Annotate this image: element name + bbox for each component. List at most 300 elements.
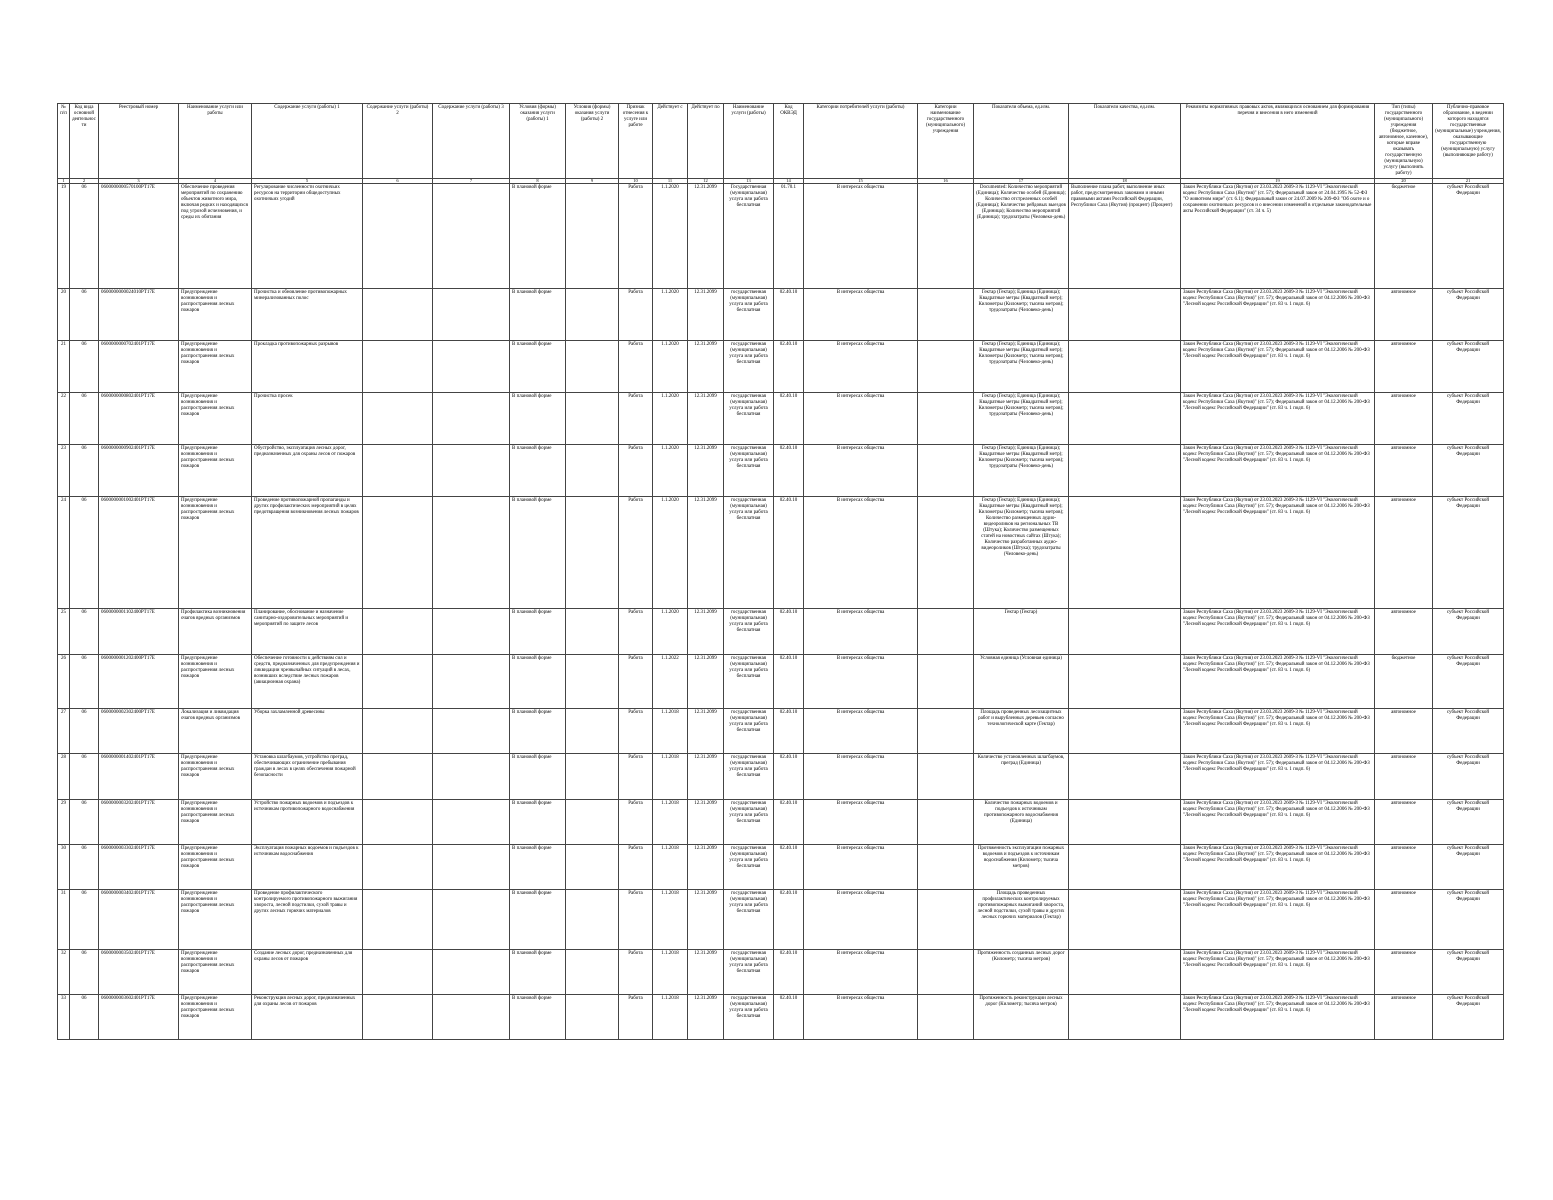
table-cell [363, 445, 433, 497]
table-cell: В интересах общества [804, 445, 918, 497]
column-header: № п/п [58, 104, 70, 179]
table-cell: 1.1.2018 [653, 995, 688, 1040]
table-cell: В интересах общества [804, 497, 918, 609]
table-cell: Выполнение плана работ, выполнение иных работ, предусмотренных законами и иными правовыми актами Российской Федерации, Республики Саха (Якутия) (процент) (Процент) [1069, 184, 1181, 289]
table-cell: Documented: Количество мероприятий (Единица); Количество особей (Единица); Количество отстреленных особей (Единица); Количество рейдовых выездов (Единица); Количество мероприятий (Единица); трудозатраты (Человеко-день) [974, 184, 1069, 289]
table-cell: Работа [619, 341, 653, 393]
column-header: Категории наименование государственного (муниципального) учреждения [918, 104, 974, 179]
table-cell: 06 [70, 754, 99, 800]
table-cell: 23 [58, 445, 70, 497]
table-cell: 02.40.10 [774, 609, 804, 655]
table-cell: 24 [58, 497, 70, 609]
table-cell: 0600000003502401РТ17Е [99, 950, 179, 995]
table-cell: Количество установленных шлагбаумов, преград (Единица) [974, 754, 1069, 800]
table-cell: В интересах общества [804, 709, 918, 754]
table-cell [1069, 800, 1181, 845]
table-cell: Проведение противопожарной пропаганды и других профилактических мероприятий в целях предотвращения возникновения лесных пожаров [252, 497, 363, 609]
table-cell: 1.1.2020 [653, 184, 688, 289]
table-cell: Гектар (Гектар); Единица (Единица); Квадратные метры (Квадратный метр); Километры (Километр; тысяча метров); трудозатраты (Человеко-день) [974, 393, 1069, 445]
column-number: 3 [99, 179, 179, 184]
table-cell: Эксплуатация пожарных водоемов и подъездов к источникам водоснабжения [252, 845, 363, 890]
table-cell: автономное [1375, 709, 1433, 754]
table-cell: 1.1.2020 [653, 393, 688, 445]
table-cell: Предупреждение возникновения и распространения лесных пожаров [179, 890, 252, 950]
table-cell [433, 184, 510, 289]
table-cell: В плановой форме [510, 184, 566, 289]
table-cell [918, 497, 974, 609]
table-cell [433, 445, 510, 497]
table-cell: 0600000000802401РТ17Е [99, 393, 179, 445]
table-cell: 12.31.2099 [688, 754, 724, 800]
table-cell: В интересах общества [804, 845, 918, 890]
table-cell [1069, 497, 1181, 609]
table-cell [433, 655, 510, 709]
table-cell: Работа [619, 890, 653, 950]
table-cell: 12.31.2099 [688, 393, 724, 445]
table-cell [433, 709, 510, 754]
table-row [58, 995, 1504, 1040]
table-cell: Прочистка просек [252, 393, 363, 445]
table-cell [363, 890, 433, 950]
table-cell: 06 [70, 497, 99, 609]
table-cell: Регулирование численности охотничьих ресурсов на территории общедоступных охотничьих угодий [252, 184, 363, 289]
table-cell: В плановой форме [510, 341, 566, 393]
table-cell [433, 754, 510, 800]
table-cell: субъект Российской Федерации [1433, 341, 1504, 393]
table-cell [433, 609, 510, 655]
table-cell: 21 [58, 341, 70, 393]
table-cell: 33 [58, 995, 70, 1040]
table-cell [1069, 609, 1181, 655]
table-cell: субъект Российской Федерации [1433, 845, 1504, 890]
table-cell: 0600000003602401РТ17Е [99, 995, 179, 1040]
table-cell [566, 890, 619, 950]
table-cell: 12.31.2099 [688, 655, 724, 709]
table-cell: Государственная (муниципальная) услуга или работа бесплатная [724, 184, 774, 289]
table-cell [918, 289, 974, 341]
column-header: Содержание услуги (работы) 1 [252, 104, 363, 179]
column-number: 6 [363, 179, 433, 184]
table-cell [363, 800, 433, 845]
table-cell [433, 800, 510, 845]
table-cell: Предупреждение возникновения и распространения лесных пожаров [179, 497, 252, 609]
table-cell: 06 [70, 950, 99, 995]
table-cell: Закон Республики Саха (Якутия) от 23.03.2023 2609-З № 1129-VI "Экологический кодекс Республики Саха (Якутия)" (ст. 57); Федеральный закон от 04.12.2006 № 200-ФЗ "Лесной кодекс Российской Федерации" (ст. 83 ч. 1 подп. 6) [1181, 445, 1375, 497]
table-cell: В плановой форме [510, 655, 566, 709]
table-cell: Предупреждение возникновения и распространения лесных пожаров [179, 754, 252, 800]
table-cell: 1.1.2018 [653, 709, 688, 754]
table-row [58, 393, 1504, 445]
table-cell: государственная (муниципальная) услуга или работа бесплатная [724, 497, 774, 609]
table-cell: 12.31.2099 [688, 289, 724, 341]
table-cell: государственная (муниципальная) услуга или работа бесплатная [724, 655, 774, 709]
table-cell: Устройство пожарных водоемов и подъездов к источникам противопожарного водоснабжения [252, 800, 363, 845]
column-number: 11 [653, 179, 688, 184]
table-cell: Работа [619, 609, 653, 655]
table-cell [363, 609, 433, 655]
table-cell: государственная (муниципальная) услуга или работа бесплатная [724, 950, 774, 995]
table-cell [363, 845, 433, 890]
table-cell: государственная (муниципальная) услуга или работа бесплатная [724, 845, 774, 890]
table-cell: 1.1.2020 [653, 445, 688, 497]
table-cell [918, 393, 974, 445]
table-cell: субъект Российской Федерации [1433, 289, 1504, 341]
table-cell: субъект Российской Федерации [1433, 754, 1504, 800]
table-cell: субъект Российской Федерации [1433, 184, 1504, 289]
table-row [58, 184, 1504, 289]
table-cell: 1.1.2020 [653, 341, 688, 393]
table-cell: государственная (муниципальная) услуга или работа бесплатная [724, 995, 774, 1040]
table-cell: 12.31.2099 [688, 800, 724, 845]
table-cell: бюджетное [1375, 184, 1433, 289]
table-cell [566, 289, 619, 341]
table-cell [363, 393, 433, 445]
table-cell: Работа [619, 655, 653, 709]
table-cell: В интересах общества [804, 609, 918, 655]
table-cell: Работа [619, 445, 653, 497]
table-cell [363, 184, 433, 289]
table-cell: 1.1.2018 [653, 950, 688, 995]
table-cell [363, 950, 433, 995]
table-cell: 02.40.10 [774, 393, 804, 445]
table-cell: 12.31.2099 [688, 995, 724, 1040]
table-cell: 1.1.2022 [653, 655, 688, 709]
table-cell: 0600000000902401РТ17Е [99, 445, 179, 497]
table-cell: 12.31.2099 [688, 709, 724, 754]
table-cell: В плановой форме [510, 890, 566, 950]
table-cell: 06 [70, 995, 99, 1040]
table-cell: Установка шлагбаумов, устройство преград, обеспечивающих ограничение пребывания граждан в лесах в целях обеспечения пожарной безопасности [252, 754, 363, 800]
table-cell: Условная единица (Условная единица) [974, 655, 1069, 709]
table-cell: Закон Республики Саха (Якутия) от 23.03.2023 2609-З № 1129-VI "Экологический кодекс Республики Саха (Якутия)" (ст. 57); Федеральный закон от 04.12.2006 № 200-ФЗ "Лесной кодекс Российской Федерации" (ст. 83 ч. 1 подп. 6) [1181, 890, 1375, 950]
table-cell: 0600000003402401РТ17Е [99, 890, 179, 950]
table-cell: Уборка захламленной древесины [252, 709, 363, 754]
table-cell: 06 [70, 890, 99, 950]
column-number: 18 [1069, 179, 1181, 184]
table-cell: Площадь проведенных лесозащитных работ и вырубленных деревьев согласно технологической карте (Гектар) [974, 709, 1069, 754]
table-cell [433, 890, 510, 950]
table-cell: государственная (муниципальная) услуга или работа бесплатная [724, 800, 774, 845]
table-cell [918, 890, 974, 950]
column-header: Показатели объема, ед.изм. [974, 104, 1069, 179]
table-cell [918, 800, 974, 845]
table-cell: 0600000001402401РТ17Е [99, 754, 179, 800]
table-cell: 02.40.10 [774, 890, 804, 950]
table-cell: 06 [70, 341, 99, 393]
table-row [58, 845, 1504, 890]
table-cell [1069, 393, 1181, 445]
table-cell: 0600000003302401РТ17Е [99, 845, 179, 890]
table-cell: 12.31.2099 [688, 445, 724, 497]
table-cell [363, 341, 433, 393]
column-number: 5 [252, 179, 363, 184]
table-row [58, 497, 1504, 609]
table-cell: В интересах общества [804, 341, 918, 393]
table-cell: 02.40.10 [774, 341, 804, 393]
table-cell: Гектар (Гектар); Единица (Единица); Квадратные метры (Квадратный метр); Километры (Километр; тысяча метров); Количество размещенных аудио-видеороликов на региональных ТВ (Штука); Количество размещенных статей на новостных сайтах (Штука); Количество разработанных аудио-видеороликов (Штука); трудозатраты (Человеко-день) [974, 497, 1069, 609]
table-cell [363, 497, 433, 609]
table-cell: Локализация и ликвидация очагов вредных организмов [179, 709, 252, 754]
table-cell: субъект Российской Федерации [1433, 950, 1504, 995]
table-cell: В интересах общества [804, 393, 918, 445]
table-cell: 12.31.2099 [688, 890, 724, 950]
table-cell: Планирование, обоснование и назначение санитарно-оздоровительных мероприятий и мероприятий по защите лесов [252, 609, 363, 655]
table-cell [566, 709, 619, 754]
column-header: Условия (формы) оказания услуги (работы) 1 [510, 104, 566, 179]
table-cell: автономное [1375, 995, 1433, 1040]
table-cell: 02.40.10 [774, 950, 804, 995]
table-cell: 1.1.2018 [653, 845, 688, 890]
table-cell: субъект Российской Федерации [1433, 995, 1504, 1040]
table-cell [433, 950, 510, 995]
table-cell: Прочистка и обновление противопожарных минерализованных полос [252, 289, 363, 341]
table-cell: государственная (муниципальная) услуга или работа бесплатная [724, 393, 774, 445]
table-cell: В плановой форме [510, 289, 566, 341]
table-cell: Закон Республики Саха (Якутия) от 23.03.2023 2609-З № 1129-VI "Экологический кодекс Республики Саха (Якутия)" (ст. 57); Федеральный закон от 04.12.2006 № 200-ФЗ "Лесной кодекс Российской Федерации" (ст. 83 ч. 1 подп. 6) [1181, 341, 1375, 393]
table-cell: Закон Республики Саха (Якутия) от 23.03.2023 2609-З № 1129-VI "Экологический кодекс Республики Саха (Якутия)" (ст. 57); Федеральный закон от 04.12.2006 № 200-ФЗ "Лесной кодекс Российской Федерации" (ст. 83 ч. 1 подп. 6) [1181, 609, 1375, 655]
table-cell: 06 [70, 184, 99, 289]
table-cell: 0600000001202400РТ17Е [99, 655, 179, 709]
table-cell: 28 [58, 754, 70, 800]
table-cell: государственная (муниципальная) услуга или работа бесплатная [724, 890, 774, 950]
table-cell: субъект Российской Федерации [1433, 655, 1504, 709]
table-cell: Закон Республики Саха (Якутия) от 23.03.2023 2609-З № 1129-VI "Экологический кодекс Республики Саха (Якутия)" (ст. 57); Федеральный закон от 04.12.2006 № 200-ФЗ "Лесной кодекс Российской Федерации" (ст. 83 ч. 1 подп. 6) [1181, 754, 1375, 800]
table-row [58, 445, 1504, 497]
table-cell: Предупреждение возникновения и распространения лесных пожаров [179, 845, 252, 890]
table-cell: В интересах общества [804, 800, 918, 845]
table-cell: государственная (муниципальная) услуга или работа бесплатная [724, 609, 774, 655]
table-cell: 02.40.10 [774, 289, 804, 341]
services-register-table [57, 103, 1504, 1040]
table-cell: Работа [619, 754, 653, 800]
table-cell: 32 [58, 950, 70, 995]
table-cell: Работа [619, 845, 653, 890]
table-cell: 02.40.10 [774, 800, 804, 845]
table-cell [566, 609, 619, 655]
table-cell [918, 655, 974, 709]
table-cell [566, 393, 619, 445]
table-cell: 06 [70, 845, 99, 890]
column-number: 2 [70, 179, 99, 184]
table-cell [1069, 754, 1181, 800]
column-header: Публично-правовое образование, в ведении которого находятся государственные (муниципальные) учреждения, оказывающие государственную (муниципальную) услугу (выполняющие работу) [1433, 104, 1504, 179]
table-cell [363, 655, 433, 709]
column-number: 1 [58, 179, 70, 184]
table-cell: Закон Республики Саха (Якутия) от 23.03.2023 2609-З № 1129-VI "Экологический кодекс Республики Саха (Якутия)" (ст. 57); Федеральный закон от 04.12.2006 № 200-ФЗ "Лесной кодекс Российской Федерации" (ст. 83 ч. 1 подп. 6) [1181, 393, 1375, 445]
table-cell: Закон Республики Саха (Якутия) от 23.03.2023 2609-З № 1129-VI "Экологический кодекс Республики Саха (Якутия)" (ст. 57); Федеральный закон от 24.04.1995 № 52-ФЗ "О животном мире" (ст. 6.1); Федеральный закон от 24.07.2009 № 209-ФЗ "Об охоте и о сохранении охотничьих ресурсов и о внесении изменений в отдельные законодательные акты Российской Федерации" (ст. 34 ч. 5) [1181, 184, 1375, 289]
table-cell: Создание лесных дорог, предназначенных для охраны лесов от пожаров [252, 950, 363, 995]
table-cell: автономное [1375, 341, 1433, 393]
table-cell: 1.1.2018 [653, 754, 688, 800]
table-cell: 02.40.10 [774, 754, 804, 800]
table-cell: Проведение профилактического контролируемого противопожарного выжигания хвороста, лесной подстилки, сухой травы и других лесных горючих материалов [252, 890, 363, 950]
table-cell: автономное [1375, 754, 1433, 800]
table-cell [566, 445, 619, 497]
table-cell [566, 655, 619, 709]
table-cell: В интересах общества [804, 995, 918, 1040]
table-cell [918, 995, 974, 1040]
table-cell: В интересах общества [804, 289, 918, 341]
table-cell [1069, 445, 1181, 497]
table-cell: В плановой форме [510, 609, 566, 655]
table-row [58, 341, 1504, 393]
table-cell: Протяженность эксплуатации пожарных водоемов и подъездов к источникам водоснабжения (Километр; тысяча метров) [974, 845, 1069, 890]
table-cell: 06 [70, 609, 99, 655]
column-header: Тип (типы) государственного (муниципального) учреждения (бюджетное, автономное, казенное), которые вправе оказывать государственную (муниципальную) услугу (выполнять работу) [1375, 104, 1433, 179]
table-cell: В плановой форме [510, 497, 566, 609]
table-cell: Реконструкция лесных дорог, предназначенных для охраны лесов от пожаров [252, 995, 363, 1040]
table-cell [918, 184, 974, 289]
table-cell [918, 950, 974, 995]
table-cell [363, 754, 433, 800]
table-cell: 29 [58, 800, 70, 845]
column-number: 4 [179, 179, 252, 184]
column-number: 17 [974, 179, 1069, 184]
table-cell: Закон Республики Саха (Якутия) от 23.03.2023 2609-З № 1129-VI "Экологический кодекс Республики Саха (Якутия)" (ст. 57); Федеральный закон от 04.12.2006 № 200-ФЗ "Лесной кодекс Российской Федерации" (ст. 83 ч. 1 подп. 6) [1181, 845, 1375, 890]
table-cell: 06 [70, 709, 99, 754]
column-number: 8 [510, 179, 566, 184]
table-cell: 25 [58, 609, 70, 655]
table-cell: 0600000003202401РТ17Е [99, 800, 179, 845]
table-cell: 02.40.10 [774, 995, 804, 1040]
table-cell: автономное [1375, 497, 1433, 609]
table-cell [918, 445, 974, 497]
table-cell: субъект Российской Федерации [1433, 445, 1504, 497]
column-number: 20 [1375, 179, 1433, 184]
table-cell: субъект Российской Федерации [1433, 393, 1504, 445]
table-cell: 06 [70, 393, 99, 445]
table-cell: В интересах общества [804, 950, 918, 995]
table-cell: государственная (муниципальная) услуга или работа бесплатная [724, 709, 774, 754]
table-cell: 26 [58, 655, 70, 709]
column-number: 12 [688, 179, 724, 184]
table-cell: Работа [619, 800, 653, 845]
table-cell: Гектар (Гектар); Единица (Единица); Квадратные метры (Квадратный метр); Километры (Километр; тысяча метров); трудозатраты (Человеко-день) [974, 341, 1069, 393]
table-cell: Работа [619, 950, 653, 995]
table-cell [1069, 890, 1181, 950]
column-number: 13 [724, 179, 774, 184]
table-cell: Закон Республики Саха (Якутия) от 23.03.2023 2609-З № 1129-VI "Экологический кодекс Республики Саха (Якутия)" (ст. 57); Федеральный закон от 04.12.2006 № 200-ФЗ "Лесной кодекс Российской Федерации" (ст. 83 ч. 1 подп. 6) [1181, 289, 1375, 341]
table-cell: Предупреждение возникновения и распространения лесных пожаров [179, 655, 252, 709]
column-number: 16 [918, 179, 974, 184]
table-cell: автономное [1375, 800, 1433, 845]
table-cell: 0600000001102400РТ17Е [99, 609, 179, 655]
table-cell: Предупреждение возникновения и распространения лесных пожаров [179, 445, 252, 497]
table-cell: Обеспечение готовности к действиям сил и средств, предназначенных для предупреждения и ликвидации чрезвычайных ситуаций в лесах, возникших вследствие лесных пожаров (авиационная охрана) [252, 655, 363, 709]
table-cell: автономное [1375, 845, 1433, 890]
table-cell [566, 754, 619, 800]
table-cell: автономное [1375, 289, 1433, 341]
table-cell: Закон Республики Саха (Якутия) от 23.03.2023 2609-З № 1129-VI "Экологический кодекс Республики Саха (Якутия)" (ст. 57); Федеральный закон от 04.12.2006 № 200-ФЗ "Лесной кодекс Российской Федерации" (ст. 83 ч. 1 подп. 6) [1181, 709, 1375, 754]
table-cell: Профилактика возникновения очагов вредных организмов [179, 609, 252, 655]
column-header: Код ОКВЭД [774, 104, 804, 179]
table-cell: Работа [619, 289, 653, 341]
column-header: Признак отнесения к услуге или работе [619, 104, 653, 179]
column-number: 9 [566, 179, 619, 184]
table-cell: Количество пожарных водоемов и подъездов к источникам противопожарного водоснабжения (Единица) [974, 800, 1069, 845]
table-cell: 12.31.2099 [688, 950, 724, 995]
table-cell: государственная (муниципальная) услуга или работа бесплатная [724, 445, 774, 497]
table-cell: субъект Российской Федерации [1433, 497, 1504, 609]
table-cell: автономное [1375, 393, 1433, 445]
table-cell: 1.1.2018 [653, 800, 688, 845]
table-cell [1069, 709, 1181, 754]
table-cell: 1.1.2020 [653, 609, 688, 655]
table-cell [363, 289, 433, 341]
column-header: Показатели качества, ед.изм. [1069, 104, 1181, 179]
table-cell: субъект Российской Федерации [1433, 890, 1504, 950]
table-cell: 12.31.2099 [688, 609, 724, 655]
table-cell [566, 184, 619, 289]
table-cell: государственная (муниципальная) услуга или работа бесплатная [724, 289, 774, 341]
table-cell: 06 [70, 655, 99, 709]
table-cell: автономное [1375, 890, 1433, 950]
table-row [58, 609, 1504, 655]
table-cell [433, 393, 510, 445]
table-cell [918, 845, 974, 890]
column-header: Действует с [653, 104, 688, 179]
table-cell: бюджетное [1375, 655, 1433, 709]
column-header: Наименование услуги (работы) [724, 104, 774, 179]
table-cell: 02.40.10 [774, 655, 804, 709]
column-number: 10 [619, 179, 653, 184]
column-header: Содержание услуги (работы) 2 [363, 104, 433, 179]
table-cell: Предупреждение возникновения и распространения лесных пожаров [179, 800, 252, 845]
table-cell [363, 709, 433, 754]
table-cell: Обустройство, эксплуатация лесных дорог, предназначенных для охраны лесов от пожаров [252, 445, 363, 497]
table-cell: Протяженность реконструкции лесных дорог (Километр; тысяча метров) [974, 995, 1069, 1040]
table-cell: 12.31.2099 [688, 341, 724, 393]
table-cell [433, 289, 510, 341]
table-cell: В плановой форме [510, 995, 566, 1040]
table-cell: Работа [619, 995, 653, 1040]
table-cell [1069, 995, 1181, 1040]
table-cell [1069, 950, 1181, 995]
table-cell: Закон Республики Саха (Якутия) от 23.03.2023 2609-З № 1129-VI "Экологический кодекс Республики Саха (Якутия)" (ст. 57); Федеральный закон от 04.12.2006 № 200-ФЗ "Лесной кодекс Российской Федерации" (ст. 83 ч. 1 подп. 6) [1181, 950, 1375, 995]
table-cell: Работа [619, 184, 653, 289]
table-cell: В интересах общества [804, 184, 918, 289]
column-header: Реестровый номер [99, 104, 179, 179]
table-row [58, 289, 1504, 341]
table-cell: субъект Российской Федерации [1433, 709, 1504, 754]
table-cell: Предупреждение возникновения и распространения лесных пожаров [179, 950, 252, 995]
table-cell: автономное [1375, 445, 1433, 497]
table-cell: В плановой форме [510, 845, 566, 890]
table-row [58, 800, 1504, 845]
column-header: Реквизиты нормативных правовых актов, являющихся основанием для формирования перечня и внесения в него изменений [1181, 104, 1375, 179]
table-cell [918, 754, 974, 800]
table-cell: 02.40.10 [774, 445, 804, 497]
table-cell [433, 497, 510, 609]
table-cell: 06 [70, 289, 99, 341]
table-cell: В плановой форме [510, 393, 566, 445]
table-cell: субъект Российской Федерации [1433, 800, 1504, 845]
table-cell: Обеспечение проведения мероприятий по сохранению объектов животного мира, включая редких и находящихся под угрозой исчезновения, и среды их обитания [179, 184, 252, 289]
column-header: Категории потребителей услуги (работы) [804, 104, 918, 179]
table-cell: 22 [58, 393, 70, 445]
table-cell [1069, 655, 1181, 709]
header-row [58, 104, 1504, 179]
table-cell: Закон Республики Саха (Якутия) от 23.03.2023 2609-З № 1129-VI "Экологический кодекс Республики Саха (Якутия)" (ст. 57); Федеральный закон от 04.12.2006 № 200-ФЗ "Лесной кодекс Российской Федерации" (ст. 83 ч. 1 подп. 6) [1181, 800, 1375, 845]
table-cell [566, 950, 619, 995]
table-cell [1069, 845, 1181, 890]
table-cell [433, 341, 510, 393]
table-row [58, 890, 1504, 950]
table-cell: Площадь проведенных профилактических контролируемых противопожарных выжиганий хвороста, лесной подстилки, сухой травы и других лесных горючих материалов (Гектар) [974, 890, 1069, 950]
table-cell: В плановой форме [510, 445, 566, 497]
table-cell: В плановой форме [510, 709, 566, 754]
table-cell [566, 995, 619, 1040]
